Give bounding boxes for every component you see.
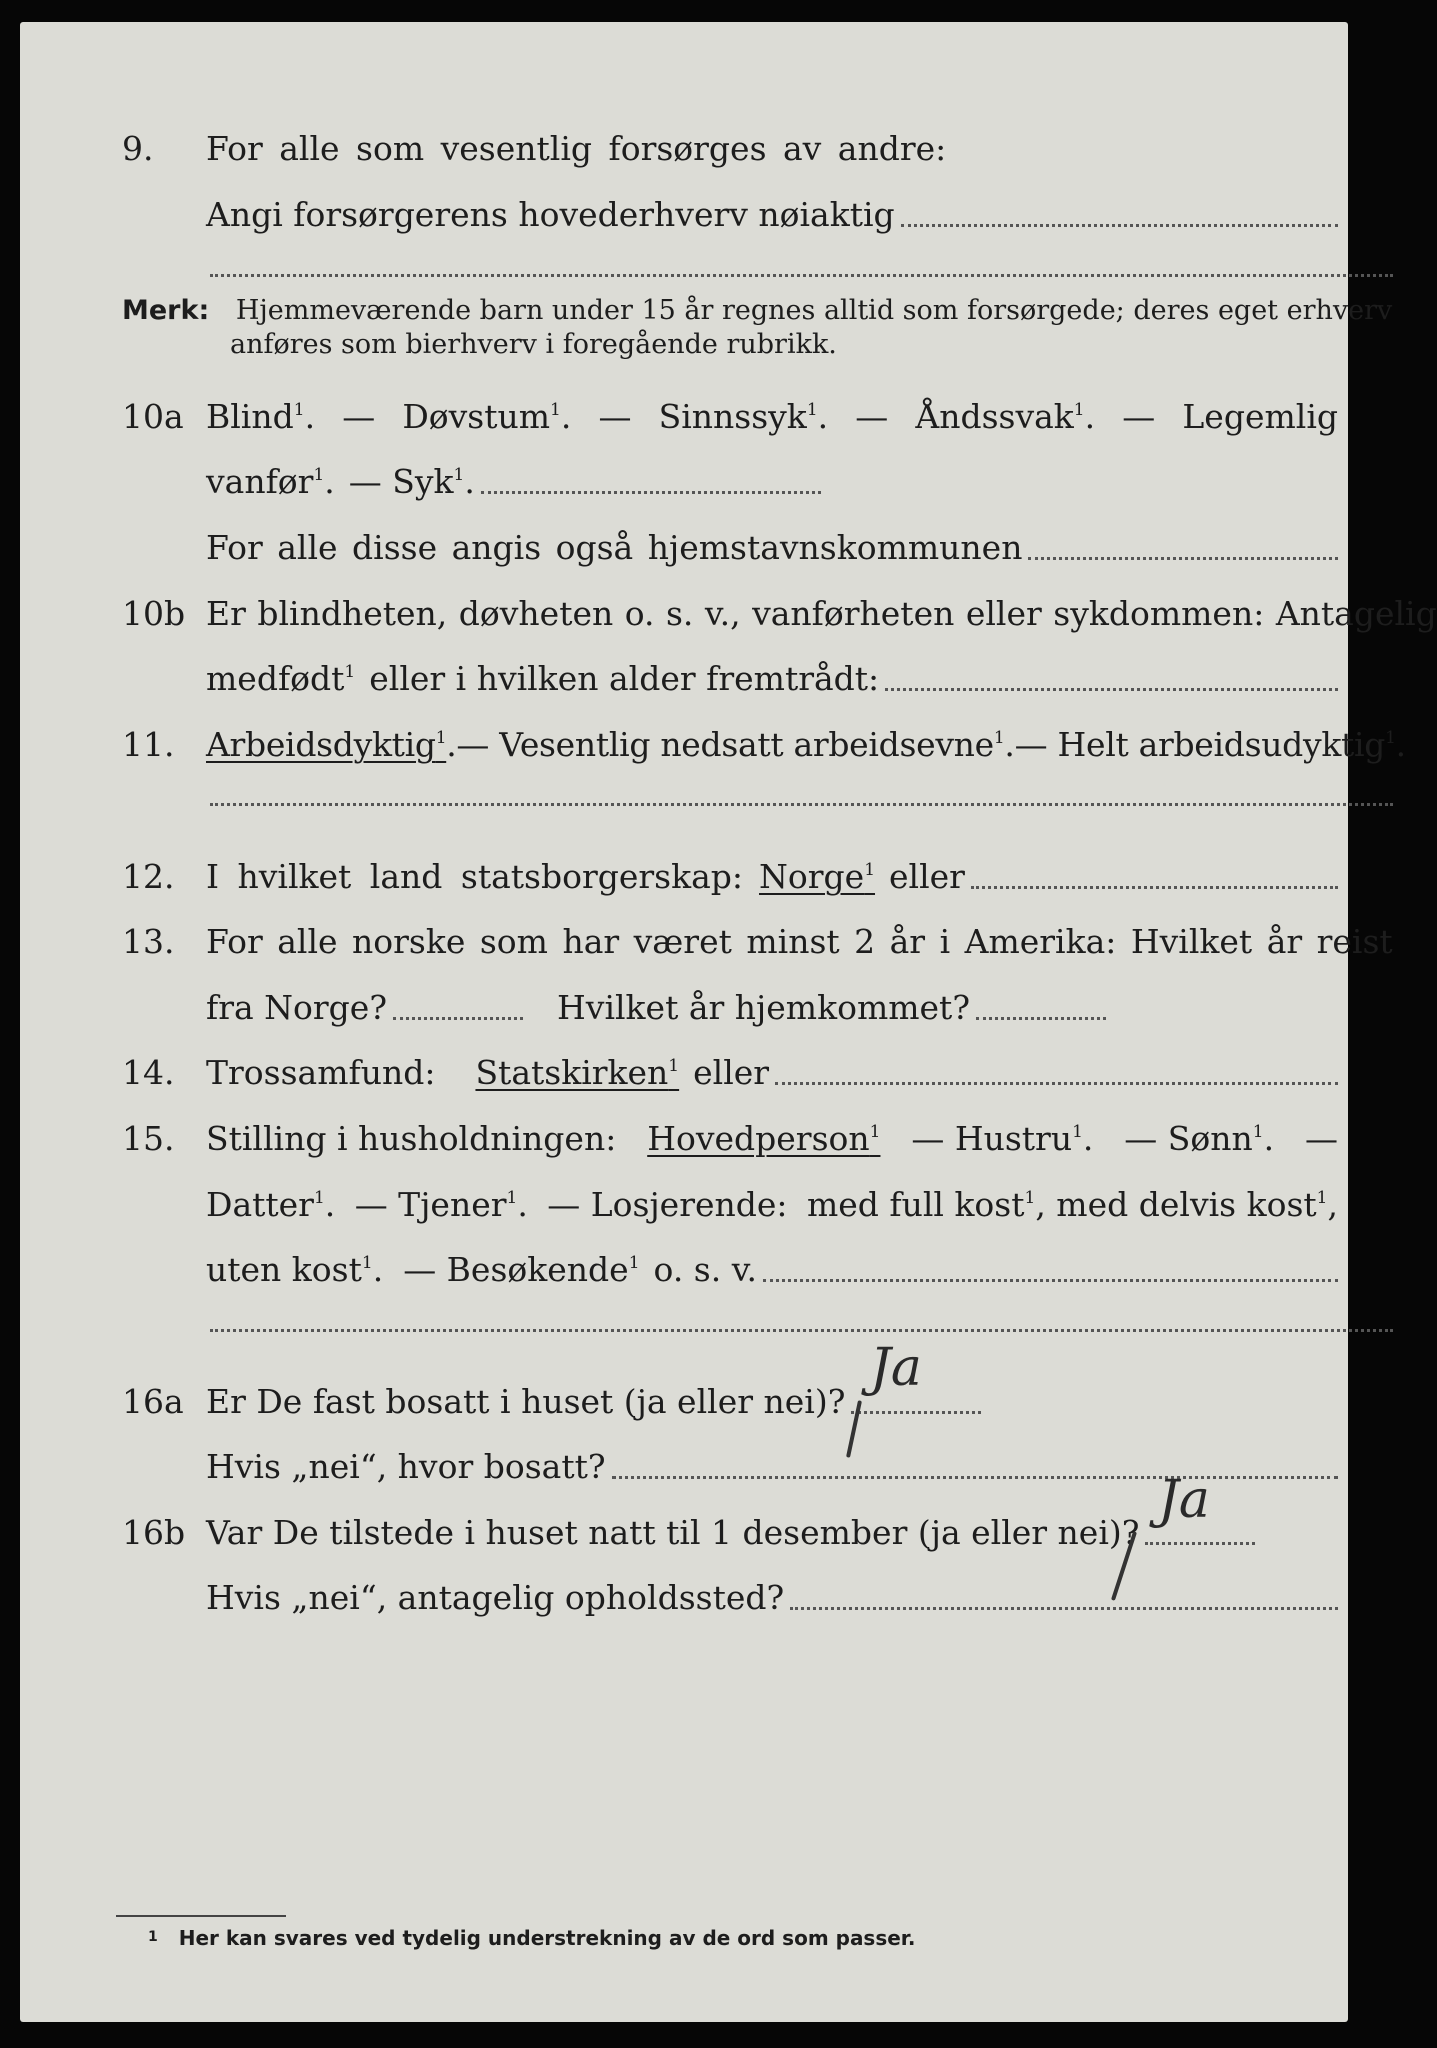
q10a-hjemstavn-text: For alle disse angis også hjemstavnskommunen: [206, 528, 1023, 567]
option-hovedperson: Hovedperson$^1$: [647, 1119, 881, 1158]
footnote-text: Her kan svares ved tydelig understrekning av de ord som passer.: [178, 1926, 916, 1950]
q9-answer-field[interactable]: [901, 224, 1338, 227]
q15-field[interactable]: [763, 1279, 1338, 1282]
option-hustru: — Hustru$^1$.: [911, 1119, 1094, 1158]
q10b-line1: [0, 572, 1437, 638]
option-syk: — Syk$^1$.: [348, 462, 475, 501]
option-medfodt: medfødt$^1$: [206, 659, 356, 698]
option-uten-kost: uten kost$^1$.: [206, 1250, 384, 1289]
q16a-text: Er De fast bosatt i huset (ja eller nei)?: [206, 1382, 846, 1421]
q16b-answer-field[interactable]: [1145, 1542, 1255, 1545]
q16a-line1: [0, 1360, 1380, 1426]
dash: —: [1304, 1119, 1338, 1158]
q13-reist-field[interactable]: [393, 1017, 523, 1020]
q15-line1: [0, 1097, 1380, 1163]
q15-losjerende: — Losjerende:: [547, 1185, 788, 1224]
q12-eller: eller: [889, 857, 965, 896]
q10b-number: 10b: [122, 594, 186, 633]
merk-text1: Hjemmeværende barn under 15 år regnes alltid som forsørgede; deres eget erhverv: [235, 295, 1393, 326]
q13-line1: [0, 900, 1393, 966]
q10a-number: 10a: [122, 397, 184, 436]
q13-hjemkommet-field[interactable]: [976, 1017, 1106, 1020]
dash: —: [1122, 397, 1156, 436]
q16b-opholdssted-text: Hvis „nei“, antagelig opholdssted?: [206, 1578, 785, 1617]
option-norge: Norge$^1$: [759, 857, 876, 896]
q14-eller: eller: [693, 1053, 770, 1092]
q9-text2: Angi forsørgerens hovederhverv nøiaktig: [206, 195, 895, 234]
merk-label: Merk:: [122, 295, 210, 326]
q16a-number: 16a: [122, 1382, 184, 1421]
dash: —: [342, 397, 376, 436]
footnote: [148, 1926, 915, 1950]
q10a-line3: [0, 506, 1380, 572]
q16a-hvor-field[interactable]: [612, 1476, 1338, 1479]
q12-text: I hvilket land statsborgerskap:: [206, 857, 744, 896]
q15-osv: o. s. v.: [653, 1250, 757, 1289]
option-dovstum: Døvstum$^1$.: [402, 397, 572, 436]
merk-note: [122, 294, 1392, 362]
option-blind: Blind$^1$.: [206, 397, 316, 436]
q12-field[interactable]: [971, 886, 1338, 889]
q14-line: [0, 1031, 1380, 1097]
option-besokende: — Besøkende$^1$: [403, 1250, 640, 1289]
q16b-number: 16b: [122, 1513, 186, 1552]
q15-number: 15.: [122, 1119, 175, 1158]
q10a-line1: [0, 375, 1380, 441]
q13-line2: [0, 966, 1380, 1032]
q11-line: 11. Arbeidsdyktig$^1$ . — Vesentlig nedsatt arbeidsevne$^1$. — Helt arbeidsudyktig$^1$.: [122, 725, 1406, 764]
q10a-options: [206, 397, 1338, 436]
q14-field[interactable]: [775, 1082, 1338, 1085]
q16a-hvor-text: Hvis „nei“, hvor bosatt?: [206, 1447, 606, 1486]
dash: —: [598, 397, 632, 436]
option-sonn: — Sønn$^1$.: [1124, 1119, 1275, 1158]
q13-hjemkommet-text: Hvilket år hjemkommet?: [557, 988, 971, 1027]
q10b-alder-text: eller i hvilken alder fremtrådt:: [369, 659, 880, 698]
q15-line3: [0, 1228, 1380, 1294]
q13-text: For alle norske som har været minst 2 år i Amerika: Hvilket år reist: [206, 922, 1393, 961]
q16a-handwritten-answer: Ja: [870, 1338, 922, 1398]
option-vanfor: vanfør$^1$.: [206, 462, 335, 501]
footnote-rule: [116, 1915, 286, 1917]
q16b-handwritten-answer: Ja: [1158, 1470, 1210, 1530]
q9-line2: [0, 173, 1380, 239]
q9-rule: [210, 274, 1393, 277]
option-andssvak: Åndssvak$^1$.: [915, 397, 1096, 436]
option-sinnssyk: Sinnssyk$^1$.: [658, 397, 829, 436]
q14-number: 14.: [122, 1053, 175, 1092]
q16b-text: Var De tilstede i huset natt til 1 desember (ja eller nei)?: [206, 1513, 1140, 1552]
option-statskirken: Statskirken$^1$: [475, 1053, 680, 1092]
q10a-line2: [0, 440, 1380, 506]
option-full-kost: med full kost$^1$, med delvis kost$^1$,: [806, 1185, 1338, 1224]
q10b-text: Er blindheten, døvheten o. s. v., vanførheten eller sykdommen: Antagelig: [206, 594, 1437, 633]
option-arbeidsdyktig: Arbeidsdyktig$^1$: [206, 725, 447, 764]
q10a-hjemstavn-field[interactable]: [1028, 557, 1338, 560]
q14-text: Trossamfund:: [206, 1053, 436, 1092]
q16b-opholdssted-field[interactable]: [790, 1607, 1338, 1610]
option-datter: Datter$^1$.: [206, 1185, 336, 1224]
q12-number: 12.: [122, 857, 175, 896]
q11-number: 11.: [122, 725, 175, 764]
option-udyktig: — Helt arbeidsudyktig$^1$.: [1014, 725, 1406, 764]
option-tjener: — Tjener$^1$.: [354, 1185, 528, 1224]
q9-text: For alle som vesentlig forsørges av andre:: [206, 129, 947, 168]
q10a-syk-field[interactable]: [481, 491, 821, 494]
q12-line: [0, 835, 1380, 901]
q16b-line2: [0, 1556, 1380, 1622]
q10b-alder-field[interactable]: [885, 688, 1338, 691]
merk-text2: anføres som bierhverv i foregående rubrikk.: [230, 329, 837, 360]
q11-rule: [210, 803, 1393, 806]
q10b-line2: [0, 637, 1380, 703]
q9-line1: [0, 107, 1380, 173]
footnote-mark: 1: [148, 1929, 158, 1945]
q13-number: 13.: [122, 922, 175, 961]
q15-text: Stilling i husholdningen:: [206, 1119, 617, 1158]
option-nedsatt: — Vesentlig nedsatt arbeidsevne$^1$.: [456, 725, 1015, 764]
q15-rule: [210, 1329, 1393, 1332]
dash: —: [855, 397, 889, 436]
q9-number: 9.: [122, 129, 154, 168]
q15-line2: [0, 1163, 1380, 1229]
q13-reist-text: fra Norge?: [206, 988, 388, 1027]
q16a-answer-field[interactable]: [851, 1411, 981, 1414]
option-legemlig: Legemlig: [1182, 397, 1338, 436]
